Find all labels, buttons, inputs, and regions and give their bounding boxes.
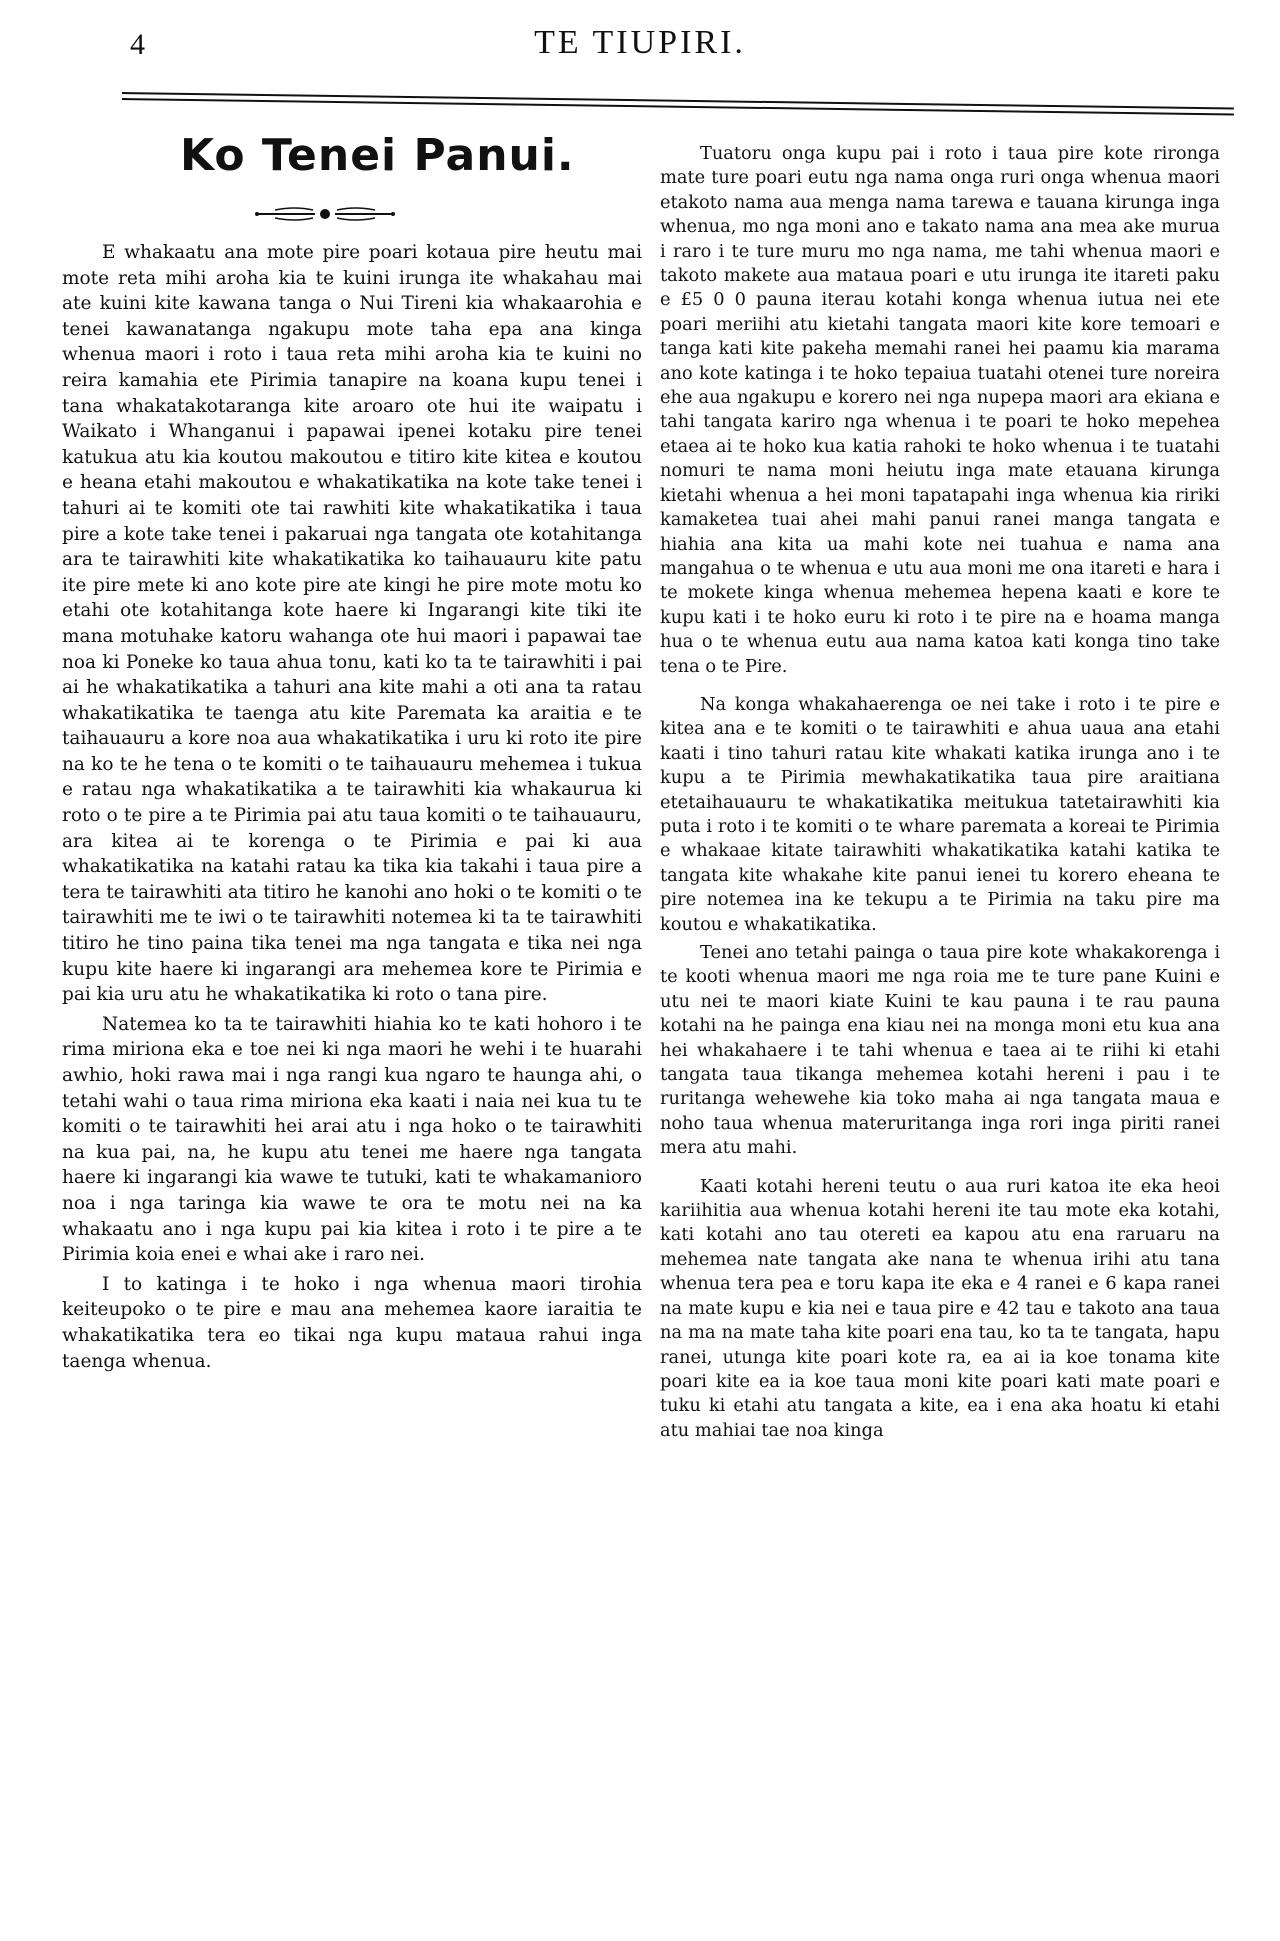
- right-column: [660, 142, 1220, 1443]
- article-paragraph: Natemea ko ta te tairawhiti hiahia ko te kati hohoro i te rima miriona eka e toe nei ki nga maori he wehi i te huarahi awhio, hoki rawa mai i nga rangi kua ngaro te haunga ahi, o tetahi wahi o taua rima miriona eka kaati i naia nei kua tu te komiti o te tairawhiti hei arai atu i nga hoko o te tairawhiti na kua pai, na, he kupu atu tenei me haere nga tangata haere ki ingarangi kia wawe te tutuki, kati te whakamanioro noa i nga taringa kia wawe te ora te motu nei na ka whakaatu ano i nga kupu pai kia kitea i roto i te pire a te Pirimia koia enei e whai ake i raro nei.: [62, 1013, 642, 1266]
- article-paragraph: Na konga whakahaerenga oe nei take i roto i te pire e kitea ana e te komiti o te tairawhiti e ahua uaua ana etahi kaati i tino tahuri ratau kite whakati katika irunga ano i te kupu a te Pirimia mewhakatikatika taua pire araitiana etetaihauauru te whakatikatika meitukua tatetairawhiti kia puta i roto i te komiti o te whare paremata a koreai te Pirimia e whakaae kitate tairawhiti whakatikatika katahi katika te tangata kite whakahe kite panui ienei tu korero eheana te pire notemea ina ke tekupu a te Pirimia na taku pire ma koutou e whakatikatika.: [660, 693, 1220, 935]
- article-paragraph: I to katinga i te hoko i nga whenua maori tirohia keiteupoko o te pire e mau ana mehemea kaore iaraitia te whakatikatika tera eo tikai nga kupu mataua rahui inga taenga whenua.: [62, 1273, 642, 1372]
- newspaper-title: TE TIUPIRI.: [534, 24, 746, 61]
- left-column: [62, 180, 642, 1374]
- article-headline: Ko Tenei Panui.: [180, 130, 575, 181]
- article-paragraph: Tenei ano tetahi painga o taua pire kote whakakorenga i te kooti whenua maori me nga roia me te ture pane Kuini e utu nei te maori kiate Kuini te kau pauna i te rau pauna kotahi na he painga ena kiau nei na monga moni etu kua ana hei whakahaere i te tahi whenua e taea ai te riihi ki etahi tangata taua tikanga mehemea kotahi hereni i pau i te ruritanga wehewehe kia toko maha ai nga tangata maua e noho taua whenua materuritanga inga rori inga piriti ranei mera atu mahi.: [660, 942, 1220, 1159]
- page-number: 4: [130, 28, 145, 61]
- article-paragraph: Kaati kotahi hereni teutu o aua ruri katoa ite eka heoi kariihitia aua whenua kotahi hereni ite tau mote eka kotahi, kati kotahi ano tau otereti ea kapou atu ena raruaru na mehemea nate tangata ake nana te whenua irihi atu tana whenua tera pea e toru kapa ite eka e 4 ranei e 6 kapa ranei na mate kupu e kia nei e taua pire e 42 tau e takoto ana taua na ma na mate taha kite poari ena tau, ko ta te tangata, hapu ranei, utunga kite poari kote ra, ea ai ia koe tonama kite poari kite ea ia koe taua moni kite poari kati mate poari e tuku ki etahi atu tangata a kite, ea i ena aka hoatu ki etahi atu mahiai tae noa kinga: [660, 1175, 1220, 1441]
- article-paragraph: Tuatoru onga kupu pai i roto i taua pire kote rironga mate ture poari eutu nga nama onga ruri onga whenua maori etakoto nama aua menga nama tarewa e tauana kirunga inga whenua, mo nga moni ano e takato nama ana mea ake murua i raro i te ture muru mo nga nama, me tahi whenua maori e takoto makete aua mataua poari e utu irunga ite itareti paku e £5 0 0 pauna iterau kotahi konga whenua iutua nei ete poari meriihi atu kietahi tangata maori kite kore temoari e tanga kati kite pakeha memahi ranei hei paamu kia marama ano kote katinga i te hoko tepaiua tuatahi otenei ture noreira ehe aua ngakupu e korero nei nga nupepa maori ara ekiana e tahi tangata kariro nga whenua i te poari te hoko mepehea etaea ai te hoko kua katia rahoki te hoko whenua i te tuatahi nomuri te nama moni heiutu inga mate etauana kirunga kietahi whenua a hei moni tapatapahi inga whenua kia ririki kamaketea tuai ahei mahi panui ranei manga tangata e hiahia ana kita ua mahi kote nei tuahua e nama ana mangahua o te whenua e utu aua moni me ona itareti e hara i te mokete kinga whenua mehemea hepena kaati e kore te kupu kati i te hoko euru ki roto i te pire na e hoama manga hua o te whenua eutu aua nama katoa kati konga tino take tena o te Pire.: [660, 143, 1220, 677]
- article-paragraph: E whakaatu ana mote pire poari kotaua pire heutu mai mote reta mihi aroha kia te kuini irunga ite whakahau mai ate kuini kite kawana tanga o Nui Tireni kia whakaarohia e tenei kawanatanga ngakupu mote taha epa ana kinga whenua maori i roto i taua reta mihi aroha kia te kuini no reira kamahia ete Pirimia tanapire na koana kupu tenei i tana whakatakotaranga kite aroaro ote hui ite waipatu i Waikato i Whanganui i papawai ipenei kotaku pire tenei katukua atu kia koutou makoutou e titiro kite kitea e koutou e heana etahi makoutou e whakatikatika na kote take tenei i tahuri ai te komiti ote tai rawhiti kite whakatikatika i taua pire a kote take tenei i pakaruai nga tangata ote kotahitanga ara te tairawhiti kite whakatikatika ko taihauauru kite patu ite pire mete ki ano kote pire ate kingi he pire mote motu ko etahi ote kotahitanga kote haere ki Ingarangi kite tiki ite mana motuhake katoru wahanga ote hui maori i papawai tae noa ki Poneke ko taua ahua tonu, kati ko ta te tairawhiti i pai ai he whakatikatika a tahuri ana kite mahi a oti ana ta ratau whakatikatika te taenga atu kite Paremata ka araitia e te taihauauru a kore noa aua whakatikatika i uru ki roto ite pire na ko te he tena o te komiti o te taihauauru mehemea i tukua e ratau nga whakatikatika a te tairawhiti kia whakaurua ki roto o te pire a te Pirimia pai atu taua komiti o te taihauauru, ara kitea ai te korenga o te Pirimia e pai ki aua whakatikatika na katahi ratau ka tika kia takahi i taua pire a tera te tairawhiti ata titiro he kanohi ano hoki o te komiti o te tairawhiti me te iwi o te tairawhiti notemea ki ta te tairawhiti titiro he tino paina tika tenei ma nga tangata e tika nei nga kupu kite haere ki ingarangi ara mehemea kore te Pirimia e pai kia uru atu he whakatikatika ki roto o tana pire.: [62, 242, 642, 1006]
